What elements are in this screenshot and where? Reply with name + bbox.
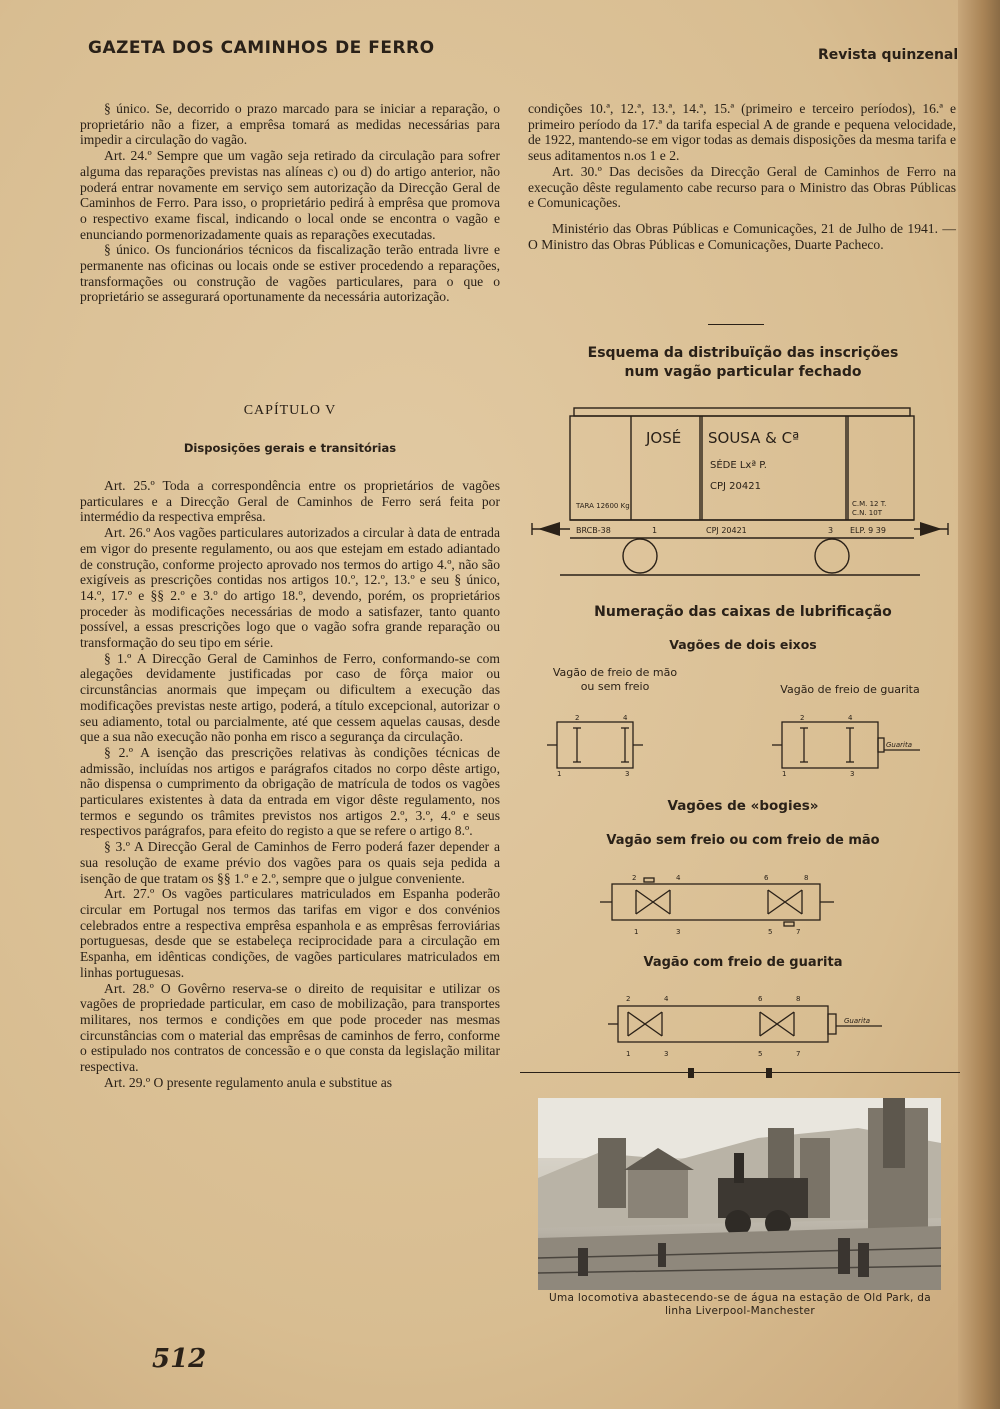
hand-brake-label: Vagão de freio de mão ou sem freio	[552, 666, 678, 693]
svg-text:7: 7	[796, 1050, 801, 1058]
chapter-subheading: Disposições gerais e transitórias	[183, 441, 397, 455]
svg-text:4: 4	[623, 714, 628, 722]
with-guard-heading: Vagão com freio de guarita	[643, 955, 843, 970]
wagon-label-brcb: BRCB-38	[576, 526, 611, 535]
paragraph: Art. 29.º O presente regulamento anula e substitue as	[104, 1074, 393, 1090]
wagon-diagram	[530, 398, 950, 580]
illustration-caption: Uma locomotiva abastecendo-se de água na estação de Old Park, da linha Liverpool-Manchester	[549, 1292, 931, 1317]
svg-text:1: 1	[634, 928, 639, 936]
wagon-label-n1: 1	[652, 526, 658, 535]
locomotive-engraving	[538, 1098, 941, 1290]
svg-text:3: 3	[664, 1050, 669, 1058]
paragraph: § 3.º A Direcção Geral de Caminhos de Ferro poderá fazer depender a sua resolução de exame prévio dos vagões para os quais seja pedida a isenção de que tratam os §§ 1.º e 2.º, sempre que o julgue conveniente.	[80, 839, 500, 886]
wagon-label-elp: ELP. 9 39	[850, 526, 886, 535]
svg-text:2: 2	[575, 714, 580, 722]
bogies-heading: Vagões de «bogies»	[667, 798, 819, 814]
svg-text:6: 6	[758, 995, 763, 1003]
wagon-label-cpj2: CPJ 20421	[706, 526, 747, 535]
bogie-no-brake-diagram	[598, 870, 838, 938]
svg-text:3: 3	[850, 770, 855, 778]
svg-text:6: 6	[764, 874, 769, 882]
signature-paragraph: Ministério das Obras Públicas e Comunicações, 21 de Julho de 1941. — O Ministro das Obras Públicas e Comunicações, Duarte Pacheco.	[528, 220, 956, 252]
svg-text:5: 5	[758, 1050, 763, 1058]
wagon-label-cpj: CPJ 20421	[710, 481, 761, 492]
svg-text:1: 1	[626, 1050, 631, 1058]
svg-text:4: 4	[664, 995, 669, 1003]
wagon-label-n3: 3	[828, 526, 834, 535]
wagon-label-cn: C.N. 10T	[852, 509, 882, 517]
no-brake-heading: Vagão sem freio ou com freio de mão	[606, 833, 880, 848]
wagon-label-sede: SÉDE Lxª P.	[710, 460, 767, 471]
section-divider	[520, 1072, 960, 1073]
svg-text:2: 2	[800, 714, 805, 722]
svg-text:4: 4	[848, 714, 853, 722]
svg-text:8: 8	[804, 874, 809, 882]
divider-marker	[688, 1068, 694, 1078]
svg-text:5: 5	[768, 928, 773, 936]
wagon-label-sousa: SOUSA & Cª	[708, 429, 800, 447]
engraving-drawing	[538, 1098, 941, 1290]
lubrication-title: Numeração das caixas de lubrificação	[594, 604, 892, 620]
svg-text:2: 2	[632, 874, 637, 882]
diagram-title: Esquema da distribuïção das inscrições num vagão particular fechado	[587, 345, 899, 380]
paragraph: condições 10.ª, 12.ª, 13.ª, 14.ª, 15.ª (primeiro e terceiro períodos), 16.ª e primeiro período da 17.ª da tarifa especial A de grande e pequena velocidade, de 1922, mantendo-se em vigor todas as demais disposições da mesma tarifa e seus aditamentos n.os 1 e 2.	[528, 101, 956, 164]
paragraph: Art. 24.º Sempre que um vagão seja retirado da circulação para sofrer alguma das reparações previstas nas alíneas c) ou d) do artigo anterior, não poderá entrar novamente em serviço sem autorização da Direcção Geral de Caminhos de Ferro. Para isso, o proprietário pedirá à emprêsa que promova o respectivo exame fiscal, indicando o local onde se encontra o vagão e enunciando pormenorizadamente quais as reparações executadas.	[80, 148, 500, 242]
left-column-bottom	[80, 478, 500, 1090]
chapter-heading: CAPÍTULO V	[243, 403, 337, 418]
svg-text:1: 1	[557, 770, 562, 778]
svg-text:7: 7	[796, 928, 801, 936]
paragraph: Art. 25.º Toda a correspondência entre os proprietários de vagões particulares e a Direcção Geral de Caminhos de Ferro será feita por intermédio da respectiva emprêsa.	[80, 478, 500, 525]
svg-text:2: 2	[626, 995, 631, 1003]
paragraph: § 2.º A isenção das prescrições relativas às condições técnicas de admissão, incluídas nos artigos e parágrafos citados no corpo dêste artigo, não dispensa o cumprimento da obrigação de matrícula de todos os vagões particulares existentes à data da entrada em vigor dêste regulamento, nos termos e segundo os trâmites previstos nos artigos 2.º, 3.º, 4.º e seus respectivos parágrafos, para efeito do registo a que se refere o artigo 8.º.	[80, 744, 500, 839]
svg-text:3: 3	[676, 928, 681, 936]
page-edge	[958, 0, 1000, 1409]
svg-text:8: 8	[796, 995, 801, 1003]
journal-subtitle: Revista quinzenal	[818, 47, 959, 63]
svg-text:Guarita: Guarita	[886, 741, 913, 749]
page-number: 512	[152, 1344, 207, 1374]
svg-text:1: 1	[782, 770, 787, 778]
two-axle-guard-brake-diagram	[770, 712, 950, 778]
paragraph: § único. Os funcionários técnicos da fiscalização terão entrada livre e permanente nas oficinas ou locais onde se estiver procedendo a reparações, transformações ou construção de vagões particulares, para o que o proprietário se assegurará oportunamente da necessária autorização.	[80, 242, 500, 305]
journal-title: GAZETA DOS CAMINHOS DE FERRO	[88, 38, 435, 58]
divider-marker	[766, 1068, 772, 1078]
wagon-label-cm: C.M. 12 T.	[852, 500, 887, 508]
bogie-guard-brake-diagram	[606, 992, 896, 1060]
divider	[708, 324, 764, 325]
paragraph: Art. 26.º Aos vagões particulares autorizados a circular à data de entrada em vigor do presente regulamento, ou aos que estejam em estado adiantado de construção, conforme projecto aprovado nos termos do artigo 4.º, não são exigíveis as prescrições contidas nos artigos 10.º, 12.º, 13.º e seu § único, 14.º, 17.º e §§ 2.º e 3.º do artigo 18.º, devendo, porém, os proprietários proceder às modificações necessárias de modo a satisfazer, tanto quanto possível, a essas prescrições logo que o vagão sofra grande reparação ou transformação do seu tipo em série.	[80, 525, 500, 651]
two-axles-heading: Vagões de dois eixos	[669, 637, 817, 652]
two-axle-hand-brake-diagram	[545, 712, 645, 778]
paragraph: Art. 30.º Das decisões da Direcção Geral de Caminhos de Ferro na execução dêste regulamento cabe recurso para o Ministro das Obras Públicas e Comunicações.	[528, 163, 956, 211]
wagon-label-tara: TARA 12600 Kg	[576, 502, 630, 510]
paragraph: Art. 27.º Os vagões particulares matriculados em Espanha poderão circular em Portugal nos termos das tarifas em vigor e dos convénios celebrados entre a respectiva emprêsa espanhola e as emprêsas ferroviárias portuguesas, desde que se estabeleça reciprocidade para a circulação em Espanha, em idênticas condições, de vagões particulares matriculados em linhas portuguesas.	[80, 886, 500, 980]
guard-brake-label: Vagão de freio de guarita	[780, 683, 920, 696]
svg-text:3: 3	[625, 770, 630, 778]
paragraph: § 1.º A Direcção Geral de Caminhos de Ferro, conformando-se com alegações devidamente justificadas por caso de fôrça maior ou circunstâncias anormais que impeçam ou dificultem a execução das modificações previstas neste artigo, poderá, a título excepcional, autorizar o seu adiamento, total ou parcialmente, até que cessem aquelas causas, desde que a sua não execução não ponha em risco a segurança da circulação.	[80, 650, 500, 745]
svg-text:Guarita: Guarita	[844, 1017, 871, 1025]
svg-text:4: 4	[676, 874, 681, 882]
right-column-text	[528, 101, 956, 252]
paragraph: Art. 28.º O Govêrno reserva-se o direito de requisitar e utilizar os vagões de propriedade particular, em caso de mobilização, para transportes militares, nos termos e condições em que pode proceder nas mesmas circunstâncias com o material das emprêsas de caminhos de ferro, conforme o estipulado nos contratos de concessão e o que consta da legislação militar respectiva.	[80, 980, 500, 1075]
paragraph: § único. Se, decorrido o prazo marcado para se iniciar a reparação, o proprietário não a fizer, a emprêsa tomará as medidas necessárias para impedir a circulação do vagão.	[80, 101, 500, 148]
left-column-top	[80, 101, 500, 305]
wagon-label-jose: JOSÉ	[646, 429, 682, 447]
